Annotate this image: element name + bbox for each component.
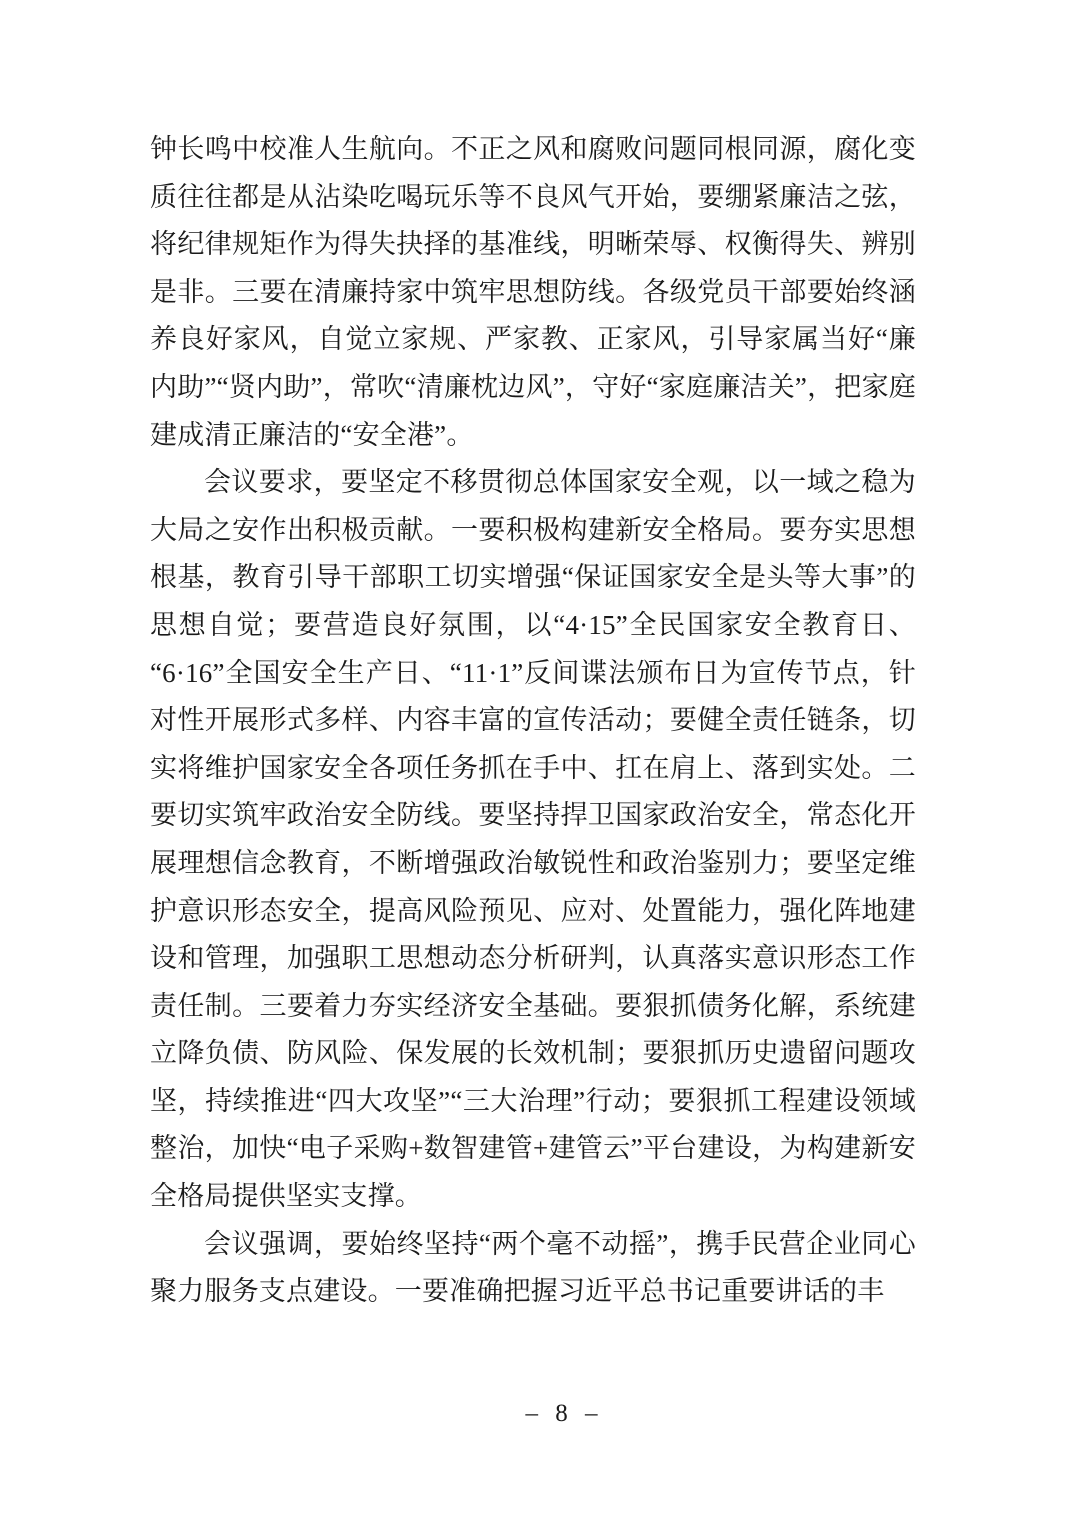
- document-body: [150, 126, 916, 1316]
- body-paragraph: 会议要求，要坚定不移贯彻总体国家安全观，以一域之稳为大局之安作出积极贡献。一要积极构建新安全格局。要夯实思想根基，教育引导干部职工切实增强“保证国家安全是头等大事”的思想自觉；要营造良好氛围，以“4·15”全民国家安全教育日、“6·16”全国安全生产日、“11·1”反间谍法颁布日为宣传节点，针对性开展形式多样、内容丰富的宣传活动；要健全责任链条，切实将维护国家安全各项任务抓在手中、扛在肩上、落到实处。二要切实筑牢政治安全防线。要坚持捍卫国家政治安全，常态化开展理想信念教育，不断增强政治敏锐性和政治鉴别力；要坚定维护意识形态安全，提高风险预见、应对、处置能力，强化阵地建设和管理，加强职工思想动态分析研判，认真落实意识形态工作责任制。三要着力夯实经济安全基础。要狠抓债务化解，系统建立降负债、防风险、保发展的长效机制；要狠抓历史遗留问题攻坚，持续推进“四大攻坚”“三大治理”行动；要狠抓工程建设领域整治，加快“电子采购+数智建管+建管云”平台建设，为构建新安全格局提供坚实支撑。: [150, 467, 916, 1212]
- body-paragraph: 钟长鸣中校准人生航向。不正之风和腐败问题同根同源，腐化变质往往都是从沾染吃喝玩乐等不良风气开始，要绷紧廉洁之弦，将纪律规矩作为得失抉择的基准线，明晰荣辱、权衡得失、辨别是非。三要在清廉持家中筑牢思想防线。各级党员干部要始终涵养良好家风，自觉立家规、严家教、正家风，引导家属当好“廉内助”“贤内助”，常吹“清廉枕边风”，守好“家庭廉洁关”，把家庭建成清正廉洁的“安全港”。: [150, 134, 916, 450]
- page-number: – 8 –: [525, 1400, 599, 1427]
- body-paragraph: 会议强调，要始终坚持“两个毫不动摇”，携手民营企业同心聚力服务支点建设。一要准确把握习近平总书记重要讲话的丰: [150, 1228, 916, 1307]
